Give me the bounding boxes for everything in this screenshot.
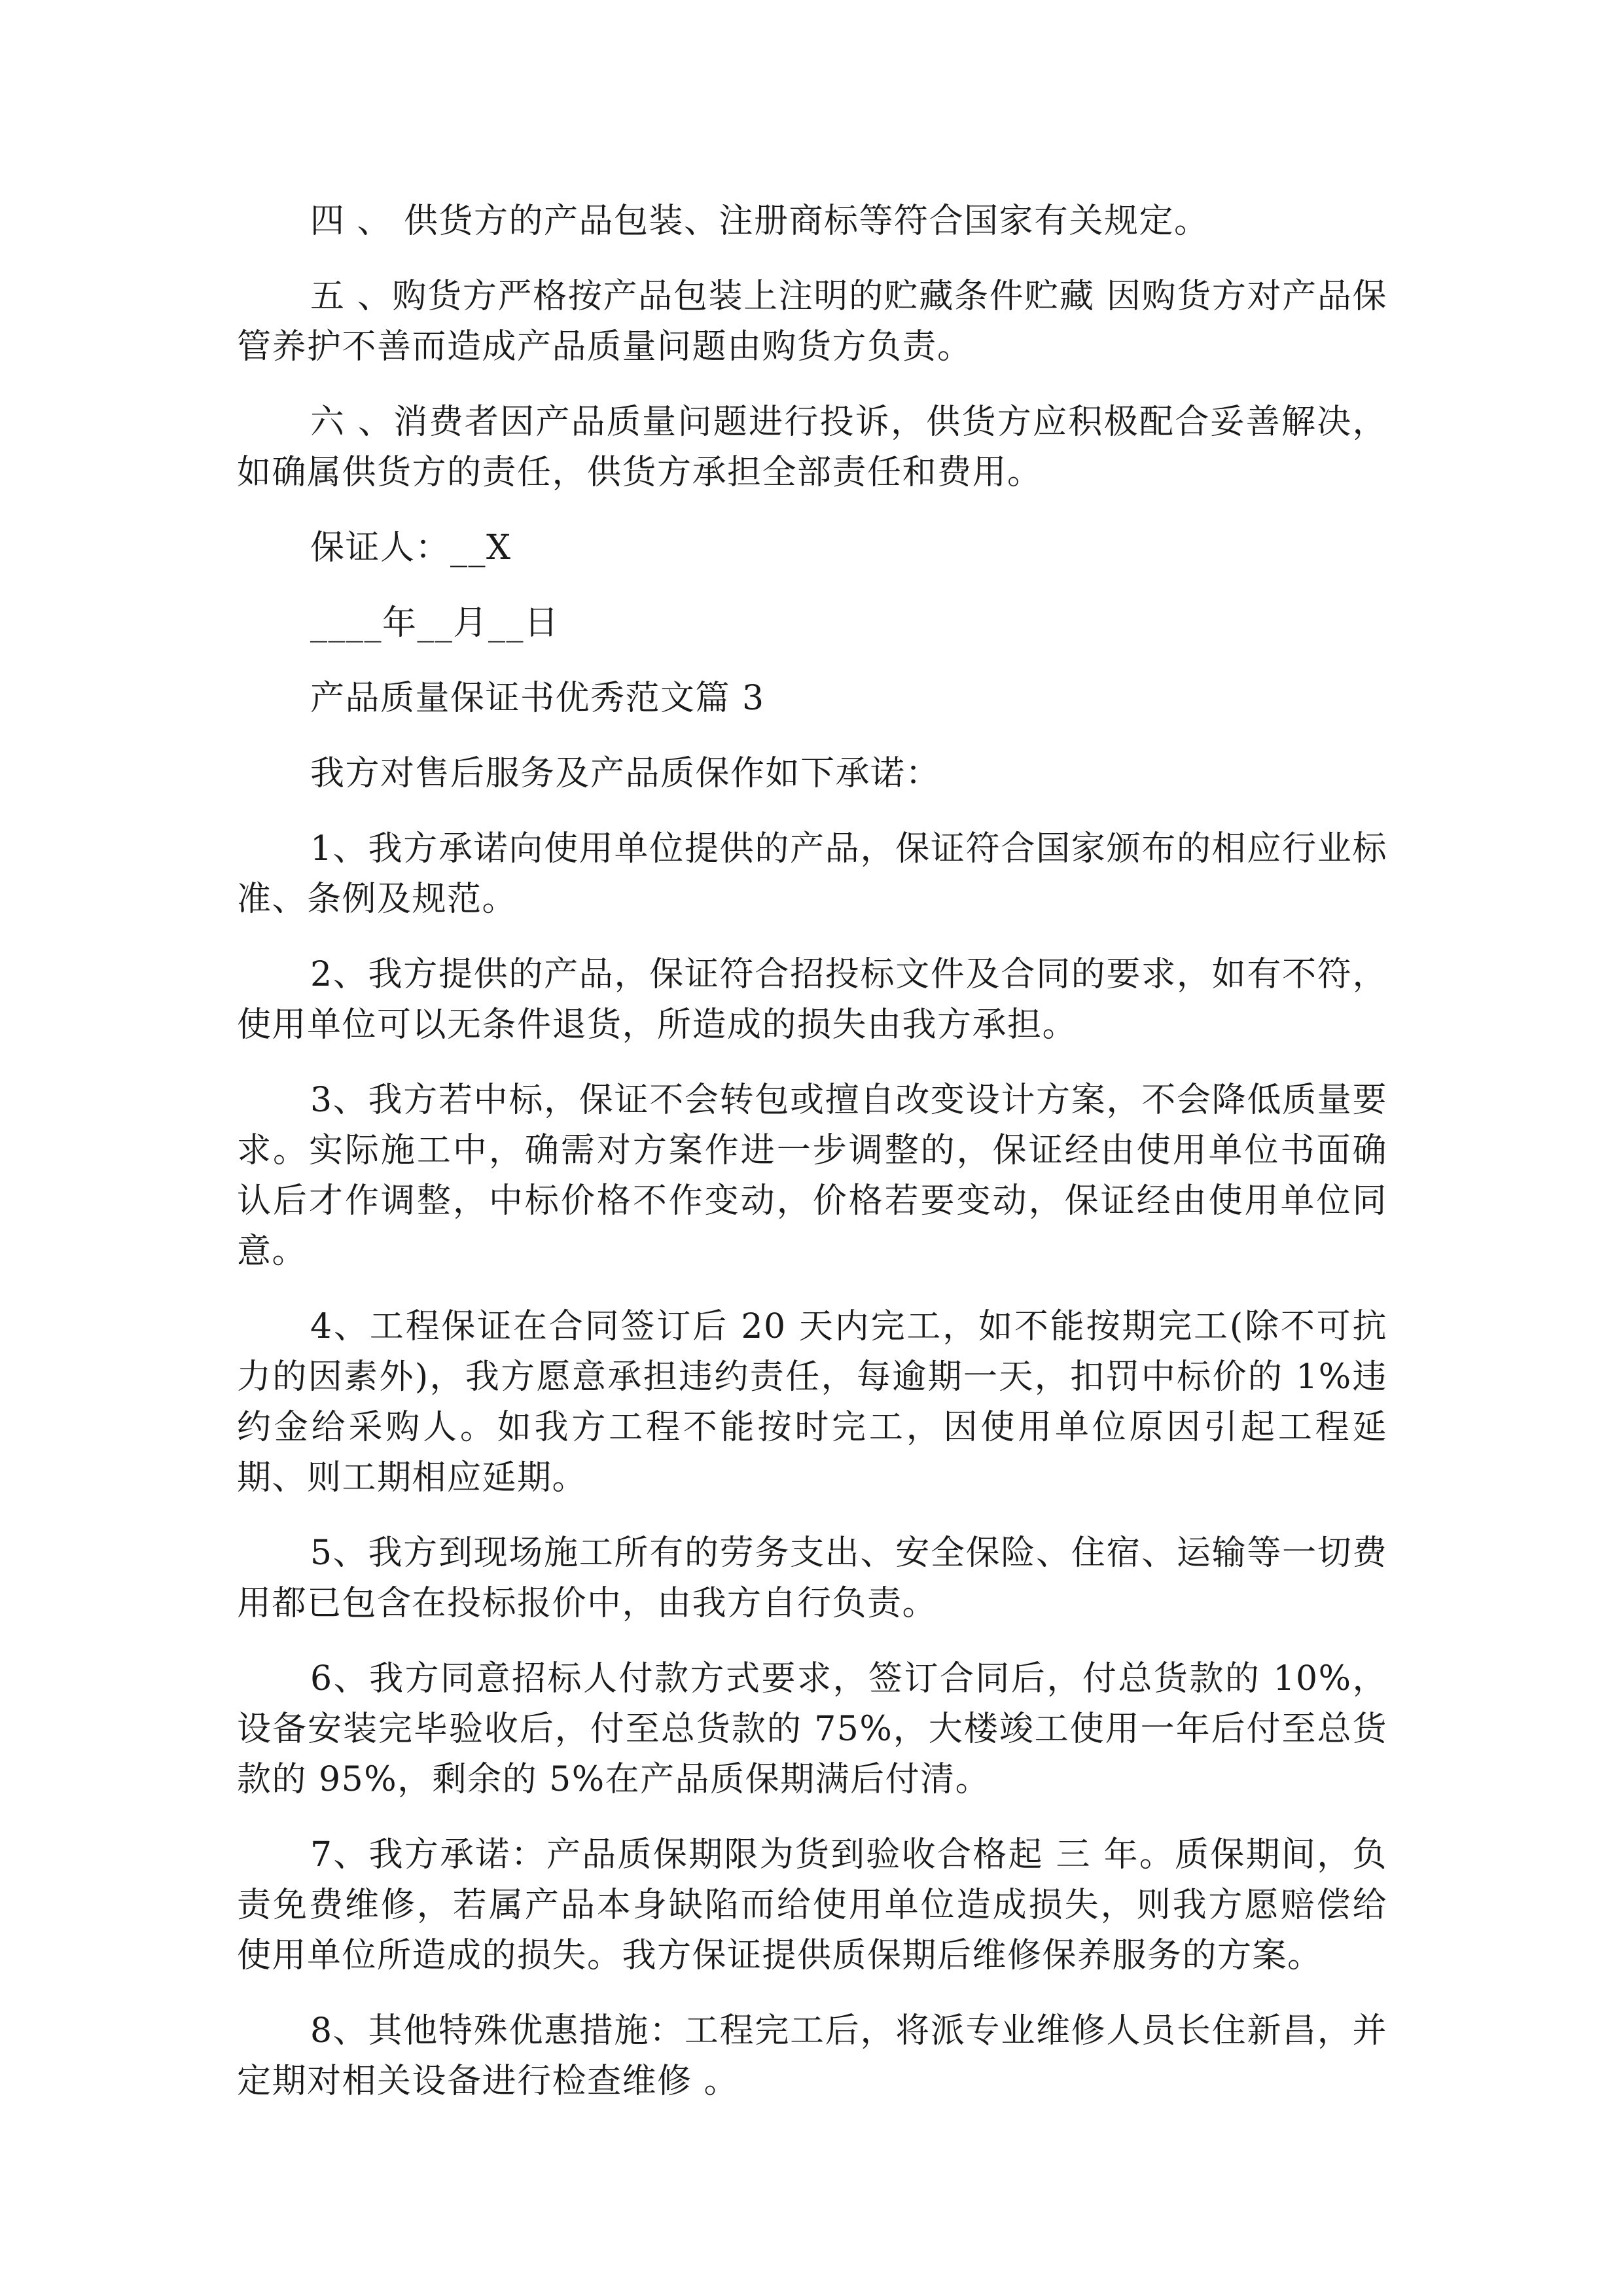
commitment-5: 5、我方到现场施工所有的劳务支出、安全保险、住宿、运输等一切费用都已包含在投标报价中，由我方自行负责。 — [237, 1534, 1387, 1623]
paragraph-clause-6: 六 、消费者因产品质量问题进行投诉，供货方应积极配合妥善解决，如确属供货方的责任，供货方承担全部责任和费用。 — [237, 403, 1387, 492]
commitment-7: 7、我方承诺：产品质保期限为货到验收合格起 三 年。质保期间，负责免费维修，若属产品本身缺陷而给使用单位造成损失，则我方愿赔偿给使用单位所造成的损失。我方保证提供质保期后维修保养服务的方案。 — [237, 1835, 1387, 1975]
paragraph-clause-5: 五 、购货方严格按产品包装上注明的贮藏条件贮藏 因购货方对产品保管养护不善而造成产品质量问题由购货方负责。 — [237, 277, 1387, 367]
intro-line: 我方对售后服务及产品质保作如下承诺： — [310, 754, 941, 793]
commitment-2: 2、我方提供的产品，保证符合招投标文件及合同的要求，如有不符，使用单位可以无条件退货，所造成的损失由我方承担。 — [237, 955, 1387, 1045]
paragraph-clause-4: 四 、 供货方的产品包装、注册商标等符合国家有关规定。 — [310, 202, 1209, 241]
commitment-3: 3、我方若中标，保证不会转包或擅自改变设计方案，不会降低质量要求。实际施工中，确需对方案作进一步调整的，保证经由使用单位书面确认后才作调整，中标价格不作变动，价格若要变动，保证经由使用单位同意。 — [237, 1081, 1387, 1271]
date-line: ____年__月__日 — [310, 603, 560, 643]
section-title: 产品质量保证书优秀范文篇 3 — [310, 679, 765, 718]
commitment-6: 6、我方同意招标人付款方式要求，签订合同后，付总货款的 10%，设备安装完毕验收后，付至总货款的 75%，大楼竣工使用一年后付至总货款的 95%，剩余的 5%在产品质保期满后付清。 — [237, 1659, 1387, 1799]
commitment-4: 4、工程保证在合同签订后 20 天内完工，如不能按期完工(除不可抗力的因素外)，我方愿意承担违约责任，每逾期一天，扣罚中标价的 1%违约金给采购人。如我方工程不能按时完工，因使用单位原因引起工程延期、则工期相应延期。 — [237, 1307, 1387, 1498]
guarantor-line: 保证人：__X — [310, 528, 512, 567]
commitment-8: 8、其他特殊优惠措施：工程完工后，将派专业维修人员长住新昌，并定期对相关设备进行检查维修 。 — [237, 2011, 1387, 2101]
document-body — [237, 196, 1387, 2132]
commitment-1: 1、我方承诺向使用单位提供的产品，保证符合国家颁布的相应行业标准、条例及规范。 — [237, 829, 1387, 919]
